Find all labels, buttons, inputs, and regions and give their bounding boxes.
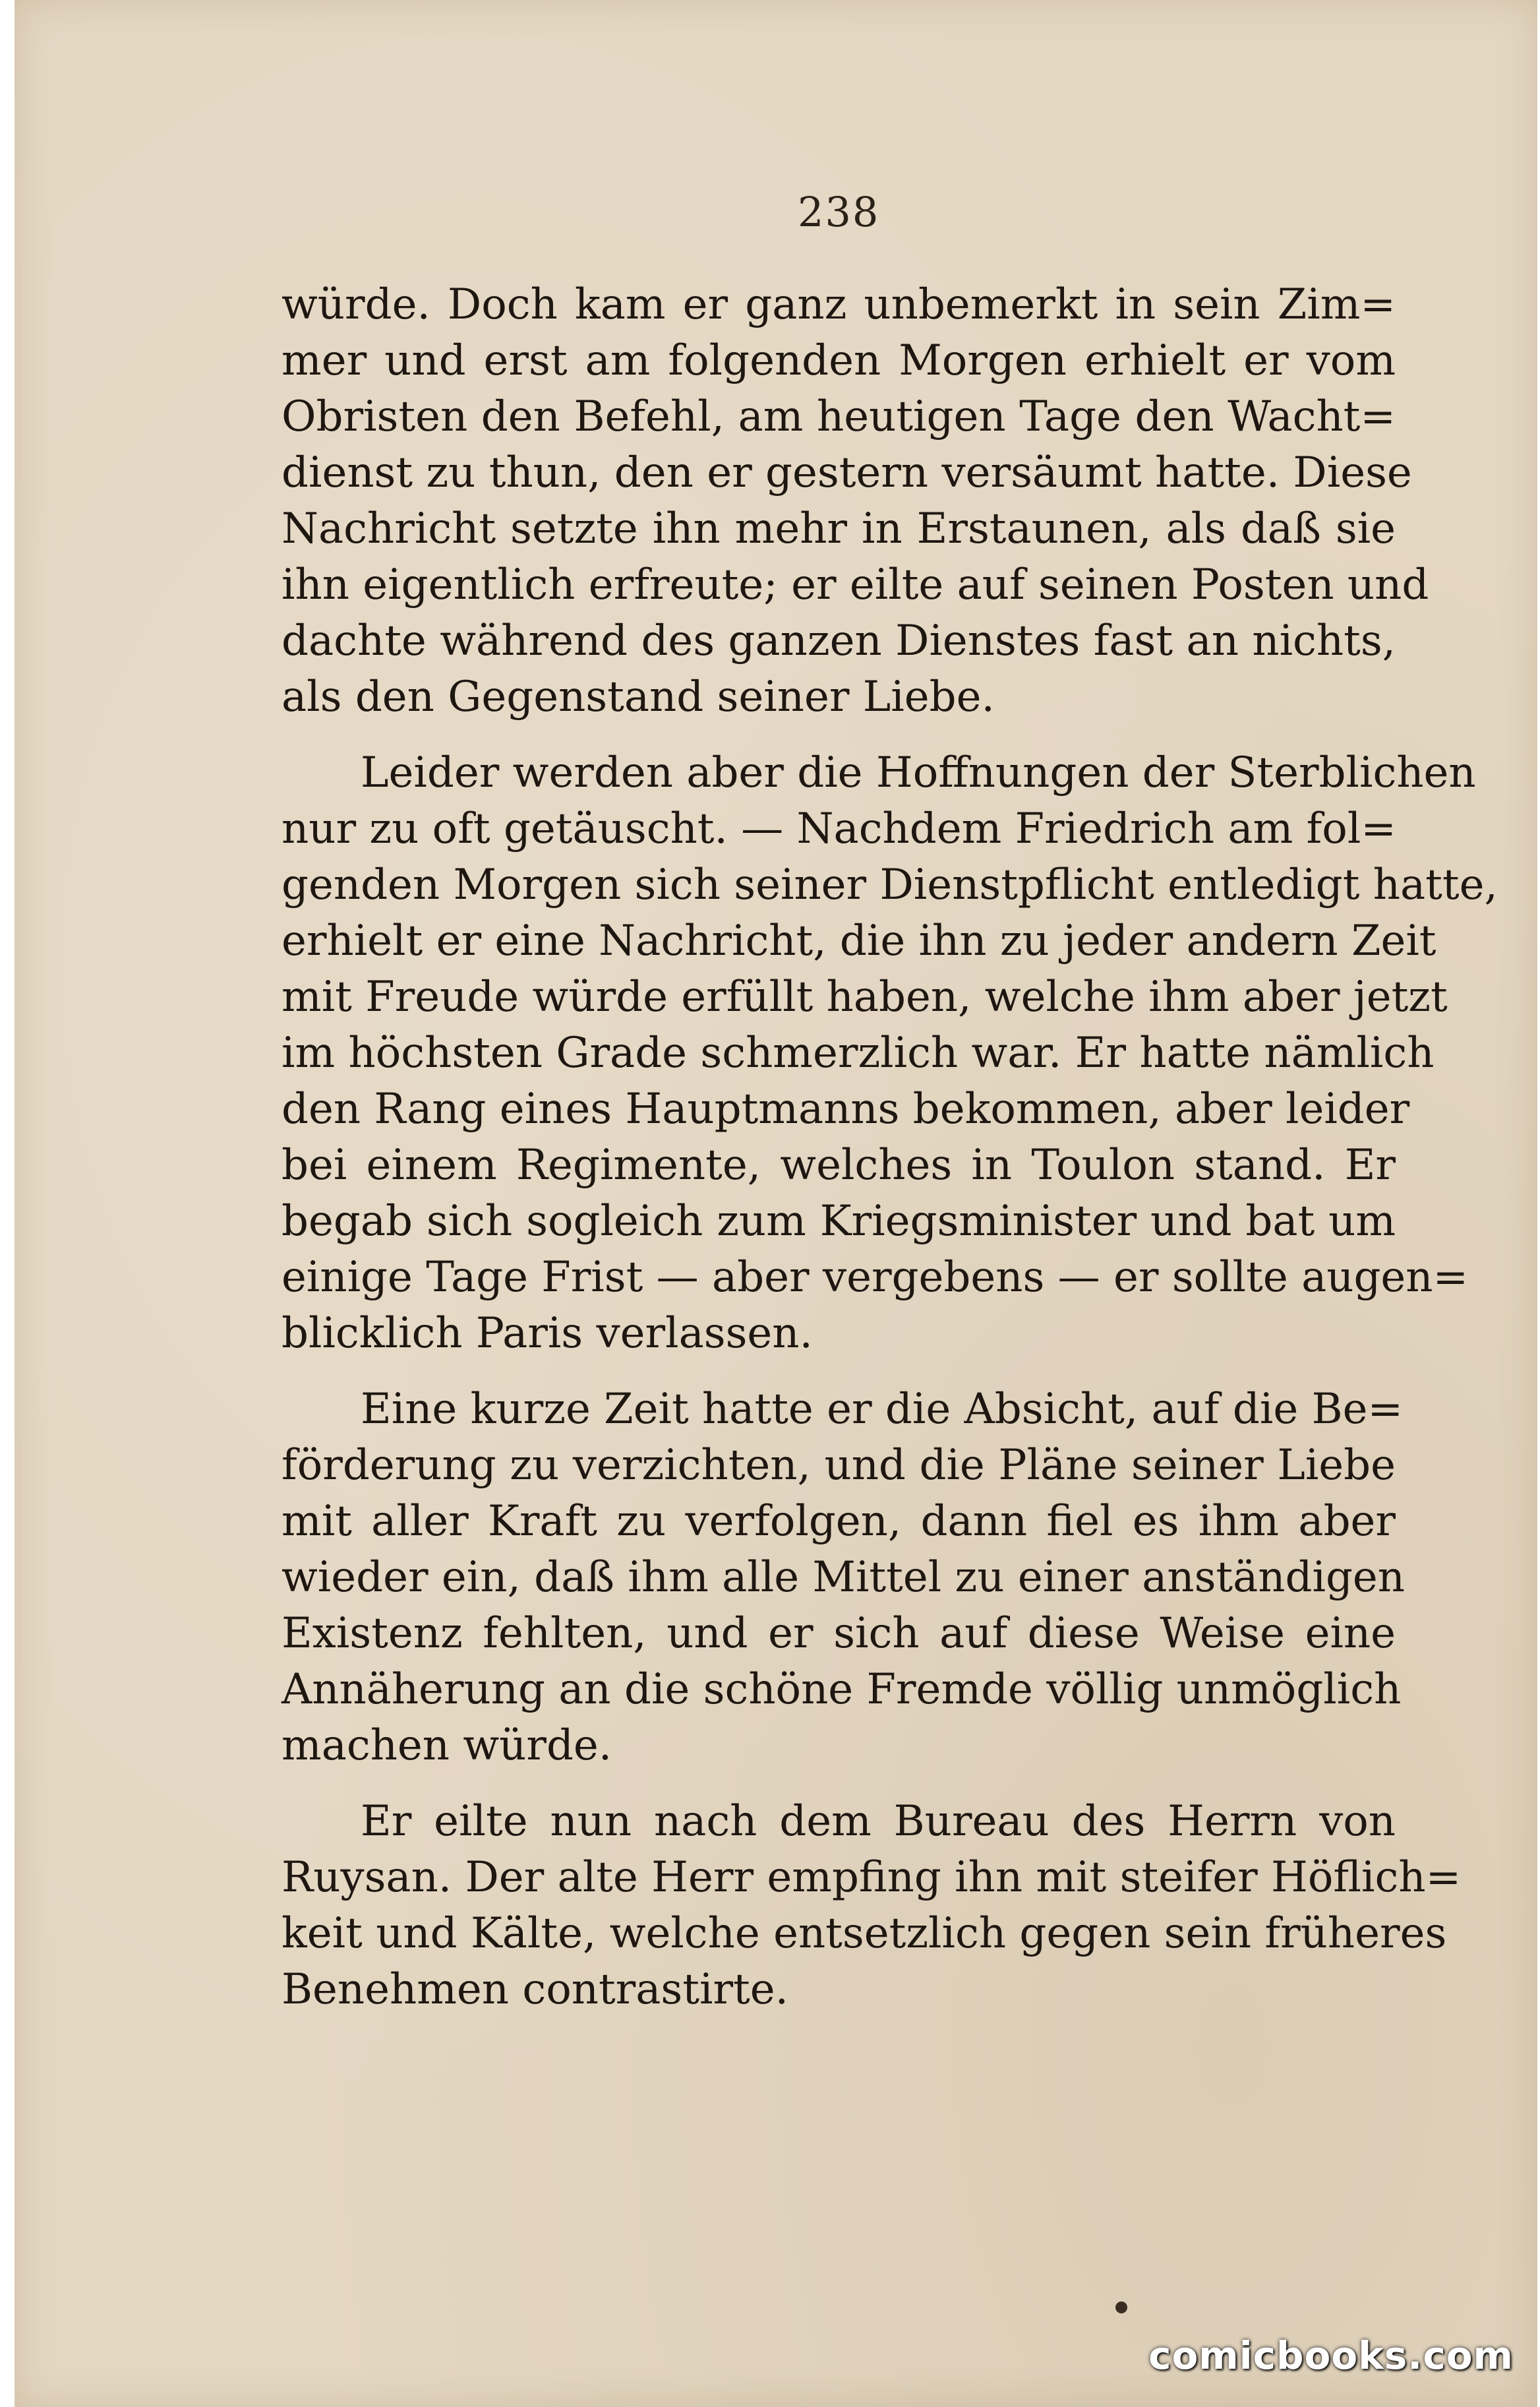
paragraph-gap bbox=[281, 725, 1396, 745]
text-line: förderung zu verzichten, und die Pläne seiner Liebe bbox=[281, 1441, 1396, 1490]
text-line: mer und erst am folgenden Morgen erhielt er vom bbox=[281, 336, 1396, 385]
text-line: Annäherung an die schöne Fremde völlig unmöglich bbox=[281, 1665, 1402, 1714]
text-line: Benehmen contrastirte. bbox=[281, 1965, 788, 2014]
text-line: würde. Doch kam er ganz unbemerkt in sein Zim= bbox=[281, 280, 1396, 329]
text-line: begab sich sogleich zum Kriegsminister und bat um bbox=[281, 1197, 1396, 1246]
text-line: Existenz fehlten, und er sich auf diese Weise eine bbox=[281, 1609, 1396, 1658]
text-line: Eine kurze Zeit hatte er die Absicht, auf die Be= bbox=[361, 1385, 1404, 1434]
watermark: comicbooks.com bbox=[1148, 2333, 1514, 2378]
text-line: genden Morgen sich seiner Dienstpflicht entledigt hatte, bbox=[281, 861, 1498, 909]
text-line: Obristen den Befehl, am heutigen Tage den Wacht= bbox=[281, 392, 1396, 441]
text-line: wieder ein, daß ihm alle Mittel zu einer anständigen bbox=[281, 1553, 1405, 1602]
page-number: 238 bbox=[798, 188, 880, 236]
text-line: einige Tage Frist — aber vergebens — er sollte augen= bbox=[281, 1253, 1469, 1302]
text-line: erhielt er eine Nachricht, die ihn zu jeder andern Zeit bbox=[281, 917, 1436, 965]
text-line: im höchsten Grade schmerzlich war. Er hatte nämlich bbox=[281, 1029, 1435, 1078]
text-line: dienst zu thun, den er gestern versäumt hatte. Diese bbox=[281, 448, 1412, 497]
text-line: blicklich Paris verlassen. bbox=[281, 1309, 813, 1358]
paragraph-2 bbox=[281, 745, 1498, 1362]
ink-speck bbox=[1115, 2301, 1127, 2313]
body-text bbox=[281, 277, 1498, 2018]
paragraph-1 bbox=[281, 277, 1429, 725]
text-line: nur zu oft getäuscht. — Nachdem Friedrich am fol= bbox=[281, 805, 1396, 853]
book-page bbox=[15, 0, 1537, 2407]
text-line: bei einem Regimente, welches in Toulon stand. Er bbox=[281, 1141, 1396, 1190]
text-line: ihn eigentlich erfreute; er eilte auf seinen Posten und bbox=[281, 561, 1429, 609]
text-line: machen würde. bbox=[281, 1721, 612, 1770]
text-line: mit Freude würde erfüllt haben, welche ihm aber jetzt bbox=[281, 973, 1448, 1021]
text-line: mit aller Kraft zu verfolgen, dann fiel es ihm aber bbox=[281, 1497, 1396, 1546]
paragraph-3 bbox=[281, 1382, 1405, 1774]
paragraph-4 bbox=[281, 1794, 1462, 2018]
paragraph-gap bbox=[281, 1362, 1396, 1382]
paragraph-gap bbox=[281, 1774, 1396, 1794]
text-line: keit und Kälte, welche entsetzlich gegen sein früheres bbox=[281, 1909, 1447, 1958]
text-line: den Rang eines Hauptmanns bekommen, aber leider bbox=[281, 1085, 1410, 1134]
text-line: Ruysan. Der alte Herr empfing ihn mit steifer Höflich= bbox=[281, 1853, 1462, 1902]
text-line: als den Gegenstand seiner Liebe. bbox=[281, 673, 995, 721]
text-line: dachte während des ganzen Dienstes fast an nichts, bbox=[281, 617, 1396, 665]
text-line: Er eilte nun nach dem Bureau des Herrn von bbox=[361, 1797, 1396, 1846]
text-line: Nachricht setzte ihn mehr in Erstaunen, als daß sie bbox=[281, 504, 1396, 553]
text-line: Leider werden aber die Hoffnungen der Sterblichen bbox=[361, 748, 1476, 797]
